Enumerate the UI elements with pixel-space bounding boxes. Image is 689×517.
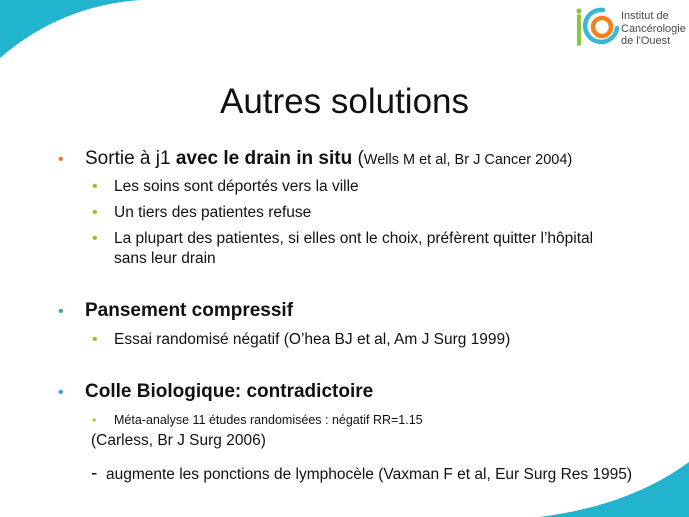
bullet-icon: • <box>58 384 64 401</box>
section3-sub-item: Méta-analyse 11 études randomisées : négatif RR=1.15 <box>114 413 423 427</box>
sub-bullet-icon: • <box>92 230 98 247</box>
section1-text-bold: avec le drain in situ <box>175 148 353 169</box>
section1-heading <box>85 147 572 172</box>
dash-marker: - <box>91 463 98 484</box>
sub-bullet-icon: • <box>92 178 98 195</box>
logo-line-3: de l'Ouest <box>621 35 671 47</box>
section3-dash-line <box>91 464 632 485</box>
bullet-icon: • <box>58 303 64 320</box>
section2-heading: Pansement compressif <box>85 300 294 321</box>
logo-line-2: Cancérologie <box>621 22 686 35</box>
slide-title: Autres solutions <box>219 82 470 121</box>
section1-reference: Wells M et al, Br J Cancer 2004) <box>363 152 573 168</box>
sub-bullet-icon: • <box>92 331 98 348</box>
section3-heading: Colle Biologique: contradictoire <box>85 381 374 402</box>
section3-reference: (Carless, Br J Surg 2006) <box>91 432 266 449</box>
logo-line-1: Institut de <box>621 10 669 22</box>
section1-sub-item-3-cont: sans leur drain <box>114 250 216 267</box>
section1-sub-item-3: La plupart des patientes, si elles ont le choix, préfèrent quitter l’hôpital <box>114 230 594 247</box>
section1-sub-item-2: Un tiers des patientes refuse <box>114 204 312 221</box>
section1-paren: ( <box>352 148 364 169</box>
bullet-icon: • <box>58 151 64 168</box>
section3-dash-text: augmente les ponctions de lymphocèle (Vaxman F et al, Eur Surg Res 1995) <box>105 466 633 483</box>
section1-text-start: Sortie à j1 <box>85 148 176 169</box>
sub-bullet-icon: • <box>92 204 98 221</box>
section1-sub-item-1: Les soins sont déportés vers la ville <box>114 178 359 195</box>
section2-sub-item-1: Essai randomisé négatif (O’hea BJ et al, Am J Surg 1999) <box>114 331 511 348</box>
sub-bullet-icon: • <box>92 413 97 427</box>
